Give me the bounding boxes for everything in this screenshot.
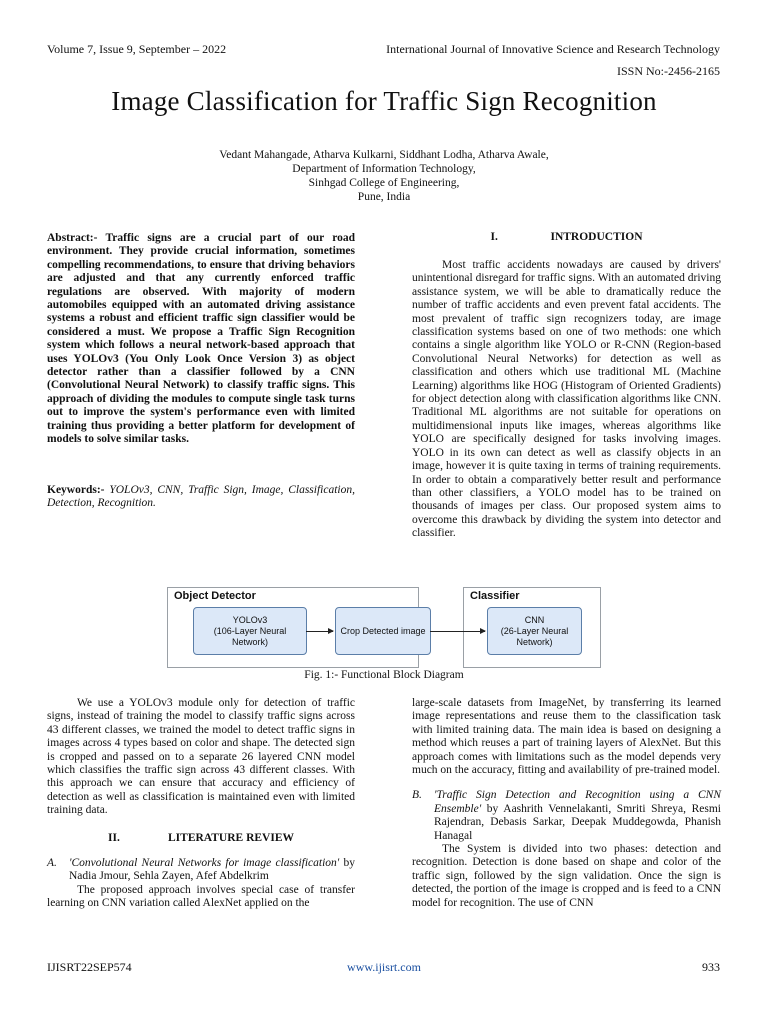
- intro-number: I.: [490, 231, 498, 243]
- lit-item-b-text: [434, 789, 721, 843]
- arrow-crop-to-cnn: [430, 631, 485, 632]
- classifier-label: Classifier: [470, 590, 520, 602]
- lit-item-a-label: A.: [47, 857, 57, 870]
- lit-item-b: [412, 789, 721, 843]
- author-names: Vedant Mahangade, Atharva Kulkarni, Siddhant Lodha, Atharva Awale,: [219, 149, 549, 161]
- intro-heading: [412, 231, 721, 243]
- functional-block-diagram: [167, 587, 600, 667]
- page-number: 933: [702, 960, 720, 974]
- lit-item-a-authors: by Nadia Jmour, Sehla Zayen, Afef Abdelkrim: [69, 857, 356, 883]
- lit-item-a: [47, 857, 355, 884]
- author-block: [0, 148, 768, 204]
- cnn-node: CNN (26-Layer Neural Network): [487, 607, 582, 655]
- lit-title: LITERATURE REVIEW: [168, 831, 294, 844]
- lit-item-a-title: 'Convolutional Neural Networks for image classification': [69, 857, 340, 870]
- spacer: [412, 777, 721, 789]
- lit-review-heading: [47, 832, 355, 845]
- lit-number: II.: [108, 831, 120, 844]
- volume-info: Volume 7, Issue 9, September – 2022: [47, 42, 227, 56]
- crop-node: Crop Detected image: [335, 607, 431, 655]
- keywords-text: YOLOv3, CNN, Traffic Sign, Image, Classification, Detection, Recognition.: [47, 484, 355, 510]
- intro-title: INTRODUCTION: [550, 231, 643, 243]
- abstract: Abstract:- Traffic signs are a crucial part of our road environment. They provide crucial information, sometimes compelling recommendations, to ensure that driving behaviors are adjusted and that any currently enforced traffic regulations are observed. With majority of modern automobiles equipped with an automated driving assistance systems a robust and efficient traffic sign classifier would be considered a must. We propose a Traffic Sign Recognition system which follows a neural network-based approach that uses YOLOv3 (You Only Look Once Version 3) as object detector rather than a classifier followed by a CNN (Convolutional Neural Network) to classify traffic signs. This approach of dividing the modules to compute single task turns out to improve the system's performance even with limited training thus providing a better platform for development of models to solve similar tasks.: [47, 232, 355, 446]
- lit-item-b-title: 'Traffic Sign Detection and Recognition using a CNN Ensemble': [434, 789, 721, 815]
- right-column-lower: [412, 697, 721, 910]
- left-column-lower: [47, 697, 355, 911]
- detector-label: Object Detector: [174, 590, 256, 602]
- arrow-yolo-to-crop: [306, 631, 333, 632]
- intro-paragraph: Most traffic accidents nowadays are caused by drivers' unintentional disregard for traffic signs. With an automated driving assistance system, we will be able to dramatically reduce the number of traffic accidents and even prevent fatal accidents. The most prevalent of traffic sign recognizers today, are image classification systems based on one of two methods: one which contains a single algorithm like YOLO or R-CNN (Region-based Convolutional Neural Networks) for detection as well as classification and others which use traditional ML (Machine Learning) algorithms like HOG (Histogram of Oriented Gradients) for object detection along with classification algorithms like CNN. Traditional ML algorithms are not suitable for operations on multidimensional inputs like images, whereas algorithms like YOLO are specifically designed for tasks involving images. YOLO in its own can detect as well as classify objects in an image, however it is quite taxing in terms of training requirements. In order to obtain a comparatively better result and performance than other classifiers, a YOLO model has to be trained on thousands of images per class. Our proposed system aims to overcome this drawback by dividing the system into detector and classifier.: [412, 259, 721, 540]
- intro-body: [412, 259, 721, 541]
- lit-item-a-text: [69, 857, 355, 884]
- keywords-label: Keywords:-: [47, 484, 105, 496]
- issn-number: ISSN No:-2456-2165: [616, 64, 720, 78]
- author-city: Pune, India: [357, 191, 411, 203]
- author-college: Sinhgad College of Engineering,: [308, 177, 460, 189]
- paper-code: IJISRT22SEP574: [47, 960, 132, 974]
- journal-name: International Journal of Innovative Science and Research Technology: [386, 42, 720, 56]
- paper-title: Image Classification for Traffic Sign Recognition: [111, 86, 657, 116]
- alexnet-continuation: large-scale datasets from ImageNet, by transferring its learned image representations and reuse them to the classification task with limited training data. The main idea is based on designing a method which reuses a part of training layers of AlexNet. But this approach comes with limitations such as the model depends very much on the accuracy, fitting and availability of pre-trained model.: [412, 697, 721, 777]
- lit-item-b-authors: by Aashrith Vennelakanti, Smriti Shreya, Resmi Rajendran, Debasis Sarkar, Deepak Muddegowda, Phanish Hanagal: [434, 802, 721, 842]
- journal-url-link[interactable]: www.ijisrt.com: [347, 960, 421, 974]
- lit-item-b-paragraph: The System is divided into two phases: detection and recognition. Detection is done based on shape and color of the traffic sign, followed by the sign validation. Once the sign is detected, the portion of the image is cropped and is feed to a CNN model for recognition. The use of CNN: [412, 843, 721, 909]
- yolo-node: YOLOv3 (106-Layer Neural Network): [193, 607, 307, 655]
- approach-paragraph: We use a YOLOv3 module only for detection of traffic signs, instead of training the model to classify traffic signs across 43 different classes, we trained the model to detect traffic signs in images across 4 types based on color and shape. The detected sign is cropped and passed on to a separate 26 layered CNN model which classifies the traffic sign across 43 different classes. With this approach we can ensure that accuracy and efficiency of detection as well as classification is maintained even with limited training data.: [47, 697, 355, 817]
- keywords: [47, 484, 355, 511]
- author-department: Department of Information Technology,: [292, 163, 476, 175]
- lit-item-b-label: B.: [412, 789, 422, 802]
- lit-item-a-paragraph: The proposed approach involves special case of transfer learning on CNN variation called AlexNet applied on the: [47, 883, 355, 910]
- figure-caption: Fig. 1:- Functional Block Diagram: [304, 669, 464, 681]
